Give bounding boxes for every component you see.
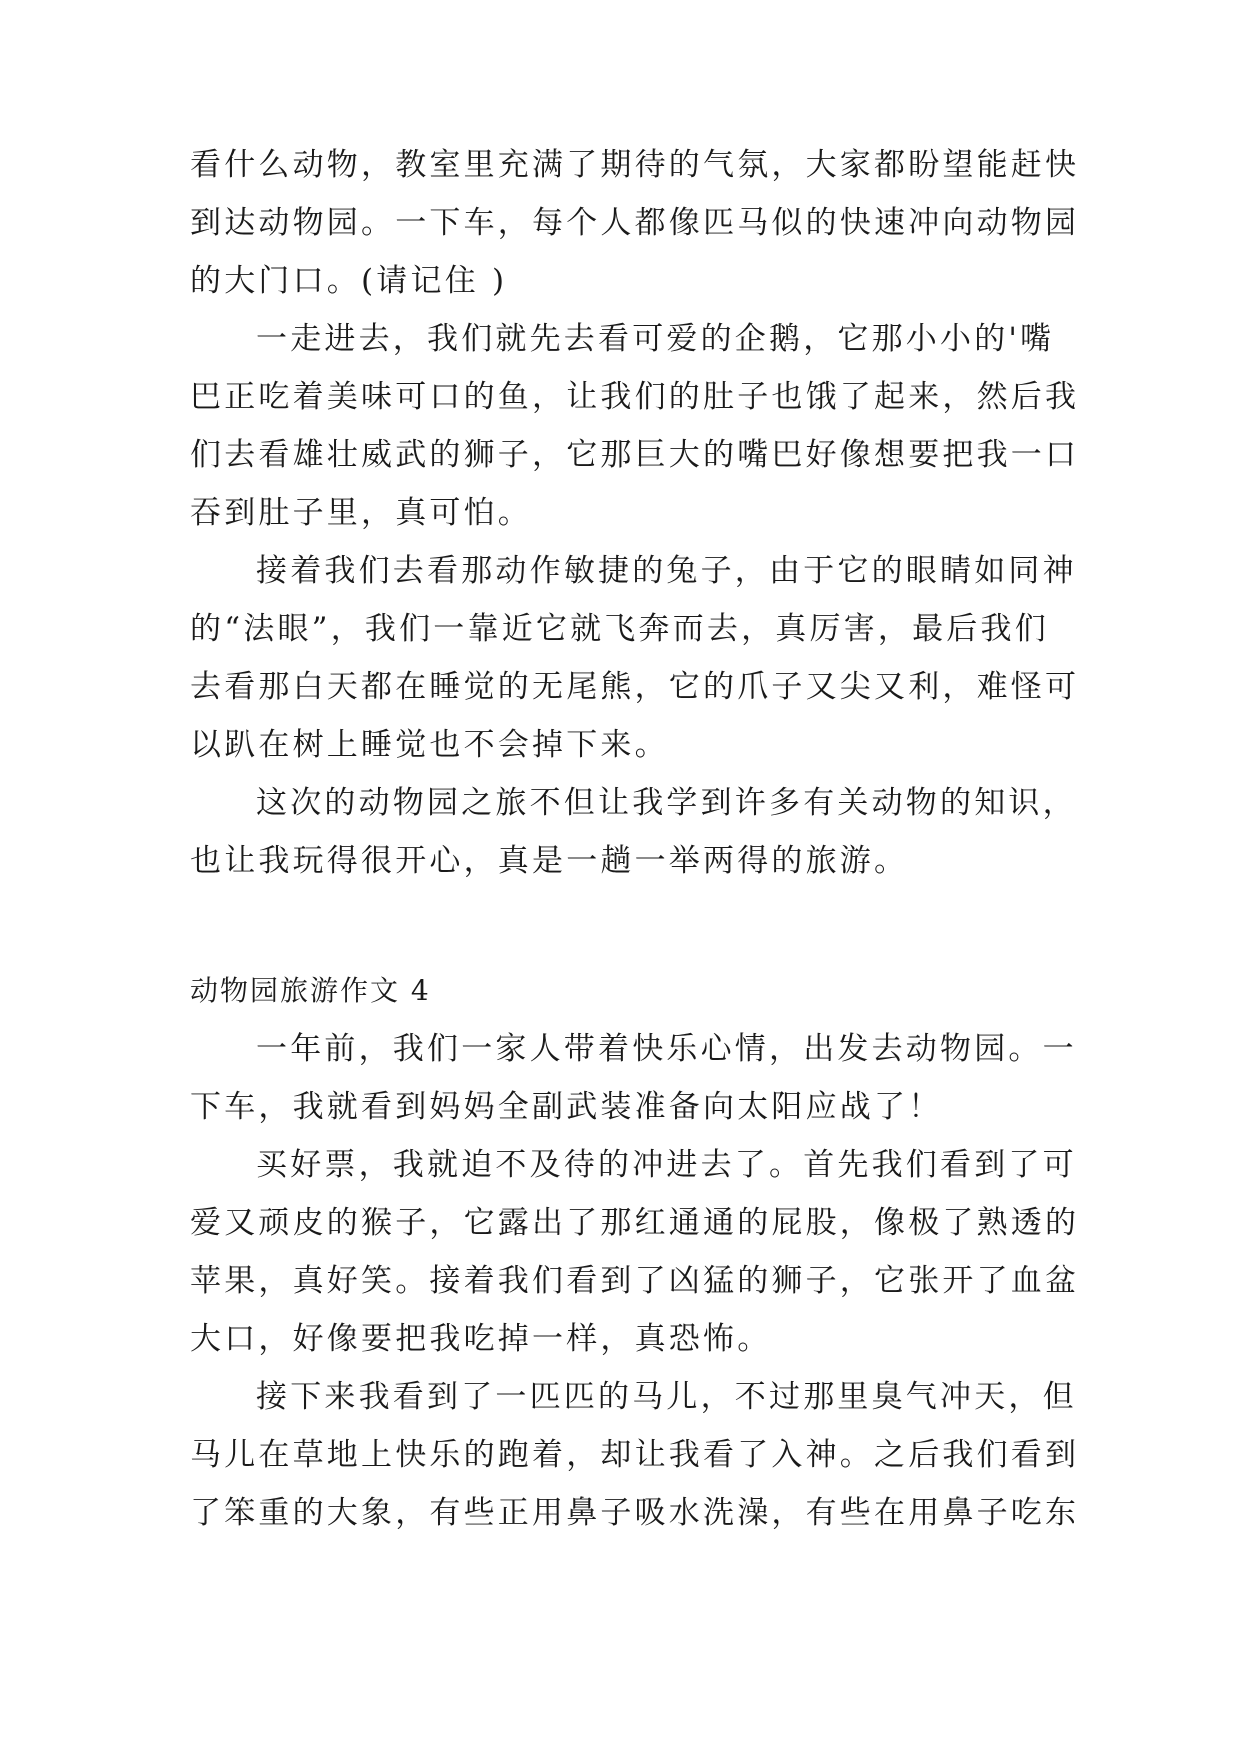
paragraph-line: 们去看雄壮威武的狮子，它那巨大的嘴巴好像想要把我一口	[190, 437, 1080, 473]
paragraph-line: 大口，好像要把我吃掉一样，真恐怖。	[190, 1321, 772, 1357]
paragraph-line: 接着我们去看那动作敏捷的兔子，由于它的眼睛如同神	[256, 553, 1077, 589]
paragraph-line: 巴正吃着美味可口的鱼，让我们的肚子也饿了起来，然后我	[190, 379, 1080, 415]
paragraph-line: 到达动物园。一下车，每个人都像匹马似的快速冲向动物园	[190, 205, 1080, 241]
paragraph-line: 接下来我看到了一匹匹的马儿，不过那里臭气冲天，但	[256, 1379, 1077, 1415]
paragraph-line: 看什么动物，教室里充满了期待的气氛，大家都盼望能赶快	[190, 147, 1080, 183]
paragraph-line: 一年前，我们一家人带着快乐心情，出发去动物园。一	[256, 1031, 1077, 1067]
paragraph-line: 一走进去，我们就先去看可爱的企鹅，它那小小的'嘴	[256, 321, 1055, 357]
paragraph-line: 下车，我就看到妈妈全副武装准备向太阳应战了！	[190, 1089, 943, 1125]
paragraph-line: 苹果，真好笑。接着我们看到了凶猛的狮子，它张开了血盆	[190, 1263, 1080, 1299]
paragraph-line: 的大门口。(请记住 )	[190, 263, 508, 299]
section-title: 动物园旅游作文 4	[190, 974, 431, 1007]
paragraph-line: 了笨重的大象，有些正用鼻子吸水洗澡，有些在用鼻子吃东	[190, 1495, 1080, 1531]
paragraph-line: 吞到肚子里，真可怕。	[190, 495, 532, 531]
paragraph-line: 的“法眼”，我们一靠近它就飞奔而去，真厉害，最后我们	[190, 611, 1049, 647]
paragraph-line: 这次的动物园之旅不但让我学到许多有关动物的知识，	[256, 785, 1077, 821]
paragraph-line: 马儿在草地上快乐的跑着，却让我看了入神。之后我们看到	[190, 1437, 1080, 1473]
paragraph-line: 去看那白天都在睡觉的无尾熊，它的爪子又尖又利，难怪可	[190, 669, 1080, 705]
paragraph-line: 也让我玩得很开心，真是一趟一举两得的旅游。	[190, 843, 909, 879]
paragraph-line: 爱又顽皮的猴子，它露出了那红通通的屁股，像极了熟透的	[190, 1205, 1080, 1241]
paragraph-line: 买好票，我就迫不及待的冲进去了。首先我们看到了可	[256, 1147, 1077, 1183]
paragraph-line: 以趴在树上睡觉也不会掉下来。	[190, 727, 669, 763]
